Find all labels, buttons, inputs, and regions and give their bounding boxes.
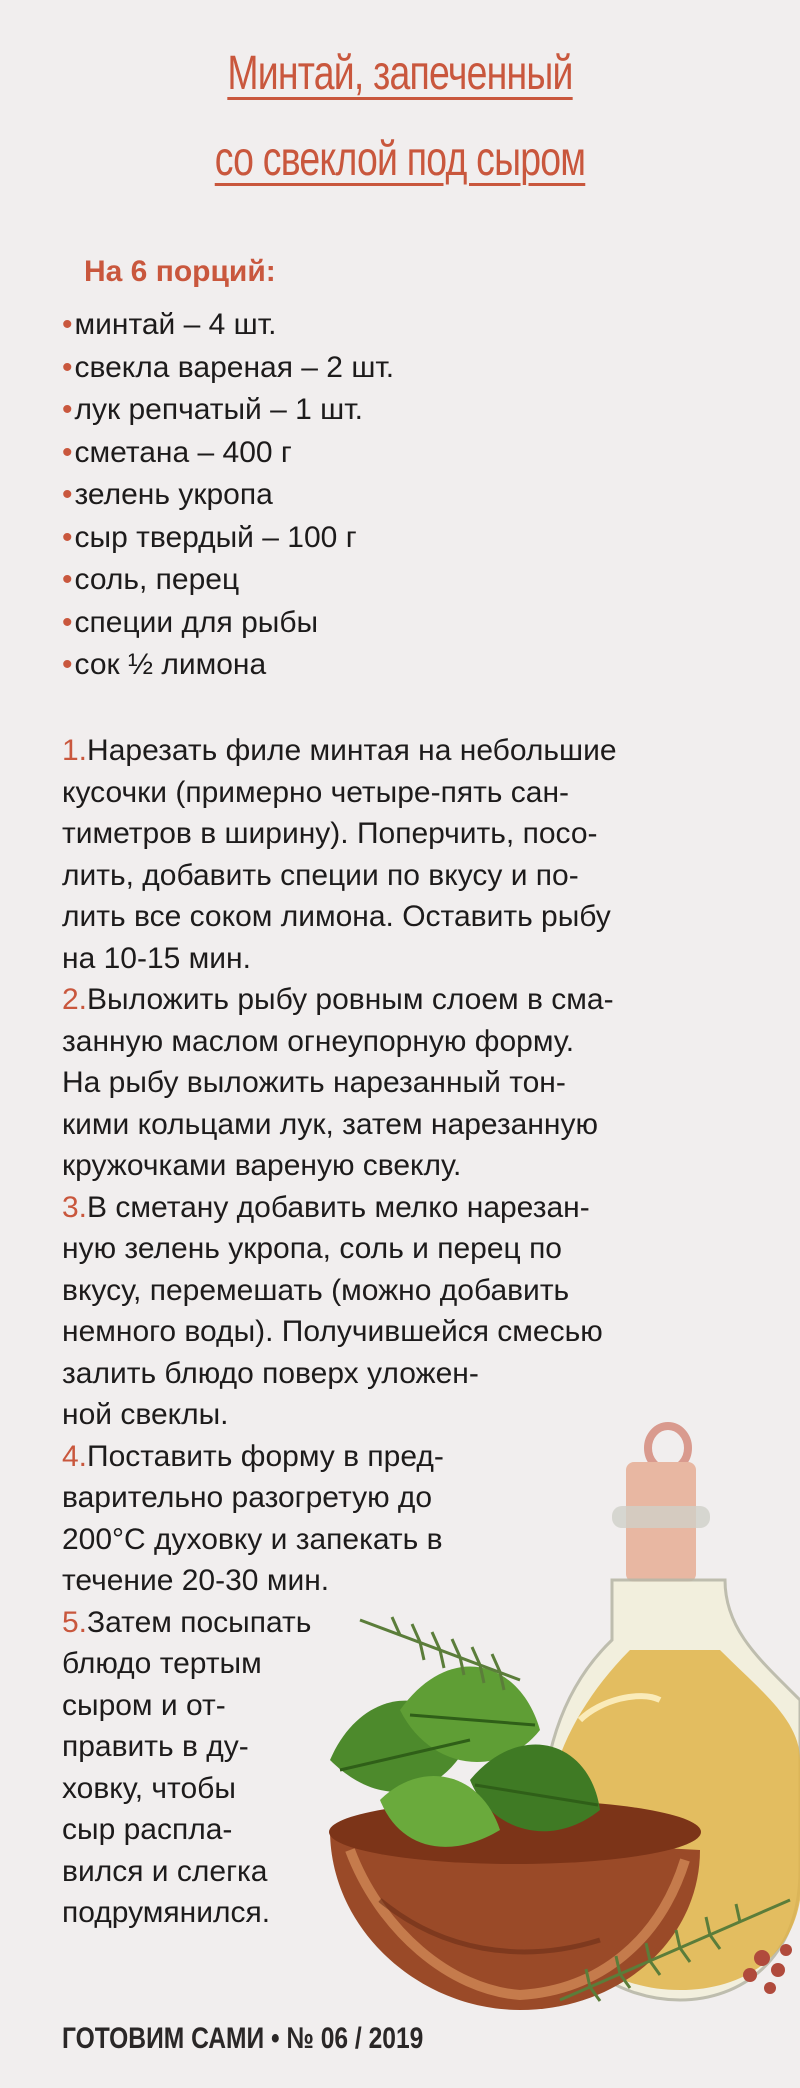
recipe-title-line-2: со свеклой под сыром (214, 133, 586, 186)
step-text-line: тиметров в ширину). Поперчить, посо- (62, 817, 598, 850)
ingredient-text: сыр твердый – 100 г (74, 520, 357, 554)
step-text-line: сыр распла- (62, 1813, 233, 1846)
ingredient-item: •лук репчатый – 1 шт. (62, 393, 364, 426)
step-5 (62, 1602, 742, 1934)
ingredient-text: специи для рыбы (74, 605, 319, 639)
step-text-line: На рыбу выложить нарезанный тон- (62, 1066, 566, 1099)
ingredients-list (62, 304, 394, 687)
cooking-steps (62, 730, 742, 1934)
ingredient-text: зелень укропа (74, 478, 273, 511)
ingredient-text: соль, перец (74, 563, 240, 596)
ingredient-item: •сметана – 400 г (62, 435, 292, 469)
ingredient-item: •сок ½ лимона (62, 648, 267, 681)
ingredient-text: свекла вареная – 2 шт. (74, 350, 395, 384)
step-text-line: 200°С духовку и запекать в (62, 1522, 443, 1556)
ingredient-item: •сыр твердый – 100 г (62, 520, 357, 554)
step-number: 1. (62, 734, 88, 767)
step-text-line: немного воды). Получившейся смесью (62, 1315, 603, 1348)
step-1 (62, 730, 742, 979)
step-number: 3. (62, 1190, 88, 1224)
step-3 (62, 1187, 742, 1436)
step-text-line: Поставить форму в пред- (87, 1439, 444, 1473)
ingredient-item: •свекла вареная – 2 шт. (62, 350, 395, 384)
ingredient-item: •зелень укропа (62, 478, 273, 511)
step-text-line: В сметану добавить мелко нарезан- (87, 1190, 590, 1224)
step-text-line: править в ду- (62, 1730, 249, 1763)
step-text-line: вкусу, перемешать (можно добавить (62, 1273, 570, 1307)
step-text-line: лить все соком лимона. Оставить рыбу (62, 900, 611, 933)
step-text-line: лить, добавить специи по вкусу и по- (62, 858, 579, 892)
step-number: 5. (62, 1605, 88, 1639)
step-text-line: блюдо тертым (62, 1647, 262, 1680)
ingredient-text: сок ½ лимона (74, 648, 267, 681)
step-text-line: ховку, чтобы (62, 1771, 236, 1805)
servings-heading: На 6 порций: (84, 255, 276, 288)
ingredient-text: минтай – 4 шт. (74, 308, 277, 341)
step-text-line: течение 20-30 мин. (62, 1564, 330, 1597)
step-text-line: ную зелень укропа, соль и перец по (62, 1232, 562, 1265)
recipe-title-line-1: Минтай, запеченный (227, 47, 573, 100)
step-text-line: занную маслом огнеупорную форму. (62, 1024, 575, 1058)
step-number: 2. (62, 983, 88, 1016)
ingredient-item: •специи для рыбы (62, 605, 319, 639)
step-2 (62, 979, 742, 1187)
step-text-line: Затем посыпать (87, 1605, 312, 1639)
step-text-line: Нарезать филе минтая на небольшие (87, 734, 617, 767)
step-text-line: Выложить рыбу ровным слоем в сма- (87, 983, 614, 1016)
step-text-line: на 10-15 мин. (62, 941, 251, 975)
step-text-line: кружочками вареную свеклу. (62, 1149, 462, 1182)
ingredient-text: сметана – 400 г (74, 435, 292, 469)
step-text-line: вился и слегка (62, 1854, 268, 1888)
step-text-line: кусочки (примерно четыре-пять сан- (62, 775, 570, 809)
magazine-footer: ГОТОВИМ САМИ • № 06 / 2019 (62, 2022, 424, 2055)
step-text-line: варительно разогретую до (62, 1481, 433, 1514)
step-text-line: залить блюдо поверх уложен- (62, 1356, 479, 1390)
step-text-line: ной свеклы. (62, 1398, 229, 1431)
step-text-line: подрумянился. (62, 1896, 271, 1929)
step-text-line: сыром и от- (62, 1688, 226, 1722)
peppercorn-icon (743, 1944, 792, 1994)
step-text-line: кими кольцами лук, затем нарезанную (62, 1107, 598, 1141)
ingredient-item: •соль, перец (62, 563, 240, 596)
step-4 (62, 1436, 742, 1602)
ingredient-item: •минтай – 4 шт. (62, 308, 277, 341)
ingredient-text: лук репчатый – 1 шт. (74, 393, 364, 426)
step-number: 4. (62, 1439, 88, 1473)
